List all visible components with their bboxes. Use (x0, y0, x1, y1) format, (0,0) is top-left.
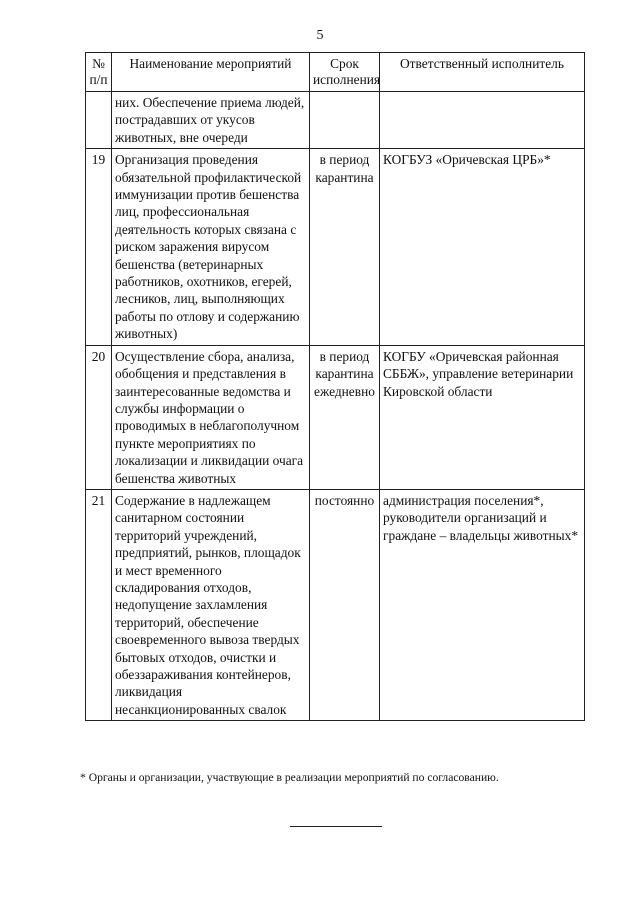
row-number: 19 (86, 149, 112, 345)
row-event-name: Содержание в надлежащем санитарном состоянии территорий учреждений, предприятий, рынков, площадок и мест временного складирования отходов, недопущение захламления территорий, обеспечение своевременного вывоза твердых бытовых отходов, очистки и обеззараживания контейнеров, ликвидация несанкционированных свалок (112, 489, 310, 720)
header-event-name: Наименование мероприятий (112, 53, 310, 92)
header-term: Срок исполнения (310, 53, 380, 92)
table-row (86, 92, 585, 149)
row-term: постоянно (310, 489, 380, 720)
table-row (86, 345, 585, 489)
row-responsible: КОГБУЗ «Оричевская ЦРБ»* (380, 149, 585, 345)
row-event-name: Осуществление сбора, анализа, обобщения и представления в заинтересованные ведомства и службы информации о проводимых в неблагополучном пункте мероприятиях по локализации и ликвидации очага бешенства животных (112, 345, 310, 489)
row-term (310, 92, 380, 149)
footnote: * Органы и организации, участвующие в реализации мероприятий по согласованию. (80, 771, 499, 784)
row-number: 20 (86, 345, 112, 489)
row-responsible (380, 92, 585, 149)
row-responsible: администрация поселения*, руководители организаций и граждане – владельцы животных* (380, 489, 585, 720)
end-divider (290, 826, 382, 827)
row-term: в период карантина (310, 149, 380, 345)
header-number: № п/п (86, 53, 112, 92)
table-row (86, 149, 585, 345)
row-number: 21 (86, 489, 112, 720)
row-event-name: них. Обеспечение приема людей, пострадавших от укусов животных, вне очереди (112, 92, 310, 149)
row-responsible: КОГБУ «Оричевская районная СББЖ», управление ветеринарии Кировской области (380, 345, 585, 489)
row-term: в период карантина ежедневно (310, 345, 380, 489)
row-number (86, 92, 112, 149)
events-table (85, 52, 585, 721)
table-header-row (86, 53, 585, 92)
row-event-name: Организация проведения обязательной профилактической иммунизации против бешенства лиц, профессиональная деятельность которых связана с риском заражения вирусом бешенства (ветеринарных работников, охотников, егерей, лесников, лиц, выполняющих работы по отлову и содержанию животных) (112, 149, 310, 345)
table-row (86, 489, 585, 720)
page-number: 5 (316, 28, 324, 43)
header-responsible: Ответственный исполнитель (380, 53, 585, 92)
